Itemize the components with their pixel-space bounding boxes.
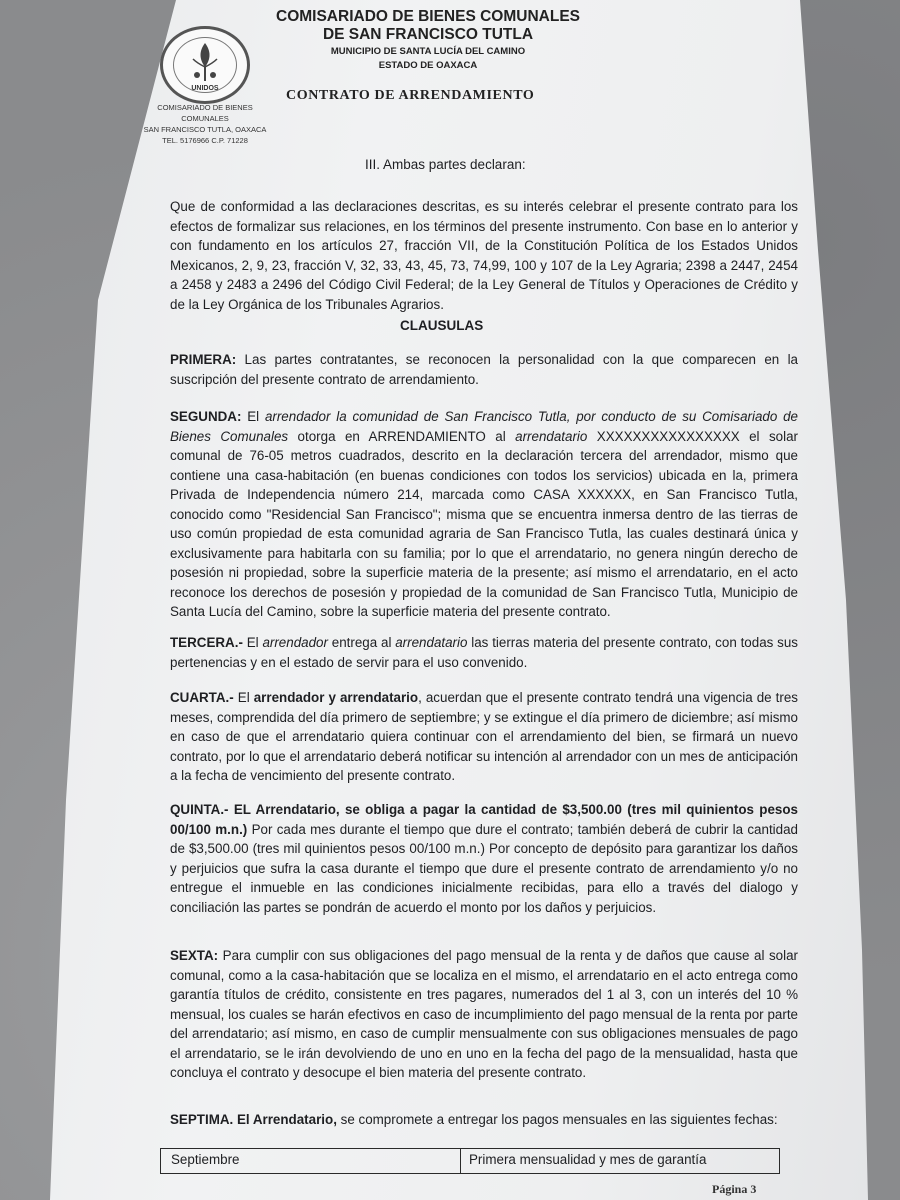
- page-number: Página 3: [712, 1182, 757, 1196]
- header-subtitle: DE SAN FRANCISCO TUTLA: [322, 26, 534, 43]
- clause-label: SEPTIMA. El Arrendatario,: [170, 1112, 337, 1127]
- clause-text: XXXXXXXXXXXXXXXX el solar comunal de 76-05 metros cuadrados, descrito en la declaración tercera del arrendador, mismo que contiene una casa-habitación (en buenas condiciones con todos los servicios) ubicada en la, primera Privada de Independencia número 214, marcada como CASA XXXXXX, en San Francisco Tutla, conocido como "Residencial San Francisco"; misma que se encuentra inmersa dentro de las tierras de uso común propiedad de esta comunidad agraria de San Francisco Tutla, las cuales destinará única y exclusivamente para habitarla con su familia; por lo que el arrendatario, no genera ningún derecho de posesión ni propiedad, sobre la superficie materia de la presente; así mismo el arrendatario, en el acto reconoce los derechos de posesión y propiedad de la comunidad de San Francisco Tutla, Municipio de Santa Lucía del Camino, sobre la superficie materia del presente contrato.: [170, 428, 798, 619]
- org-phone-line: TEL. 5176966 C.P. 71228: [162, 136, 248, 145]
- clause-text: El: [241, 409, 265, 424]
- clause-text: las tierras materia del presente contrato, con todas sus pertenencias y en el estado de servir para el uso convenido.: [170, 635, 798, 670]
- clause-text: entrega al: [327, 635, 396, 650]
- clause-label: CUARTA.-: [170, 690, 234, 705]
- clause-text: , acuerdan que el presente contrato tendrá una vigencia de tres meses, comprendida del día primero de septiembre; y se extingue el día primero de diciembre; así mismo en caso de que el arrendatario quiera continuar con el arrendamiento del bien, se firmará un nuevo contrato, por lo que el arrendatario deberá notificar su intención al arrendador con un mes de anticipación a la fecha de vencimiento del presente contrato.: [170, 690, 798, 783]
- clause-text-italic: arrendador la comunidad de San Francisco Tutla, por conducto de su Comisariado de Bienes Comunales: [170, 409, 798, 444]
- clause-label: TERCERA.-: [170, 635, 243, 650]
- header-state: ESTADO DE OAXACA: [378, 60, 478, 71]
- clause-text-italic: arrendador: [262, 635, 328, 650]
- declaration-heading: III. Ambas partes declaran:: [365, 157, 526, 172]
- seal-text: UNIDOS: [191, 85, 219, 92]
- clausulas-heading: CLAUSULAS: [400, 318, 484, 333]
- community-seal: [160, 26, 250, 104]
- org-address-line: SAN FRANCISCO TUTLA, OAXACA: [143, 125, 267, 134]
- clause-cuarta: [170, 688, 798, 786]
- table-cell-month: Septiembre: [161, 1149, 461, 1173]
- intro-paragraph: Que de conformidad a las declaraciones descritas, es su interés celebrar el presente contrato para los efectos de formalizar sus relaciones, en los términos del presente instrumento. Con base en lo anterior y con fundamento en los artículos 27, fracción VII, de la Constitución Política de los Estados Unidos Mexicanos, 2, 9, 23, fracción V, 32, 33, 43, 45, 73, 74,99, 100 y 107 de la Ley Agraria; 2398 a 2447, 2454 a 2458 y 2483 a 2496 del Código Civil Federal; de la Ley General de Títulos y Operaciones de Crédito y de la Ley Orgánica de los Tribunales Agrarios.: [170, 199, 798, 312]
- contract-title: CONTRATO DE ARRENDAMIENTO: [286, 88, 535, 103]
- clause-text: se compromete a entregar los pagos mensuales en las siguientes fechas:: [336, 1112, 778, 1127]
- clause-text: otorga en ARRENDAMIENTO al: [288, 428, 516, 444]
- table-cell-description: Primera mensualidad y mes de garantía: [469, 1152, 707, 1167]
- clause-text: Para cumplir con sus obligaciones del pago mensual de la renta y de daños que cause al solar comunal, como a la casa-habitación que se localiza en el mismo, el arrendatario en el acto entrega como garantía títulos de crédito, consistente en tres pagares, numerados del 1 al 3, con un interés del 10 % mensual, los cuales se harán efectivos en caso de incumplimiento del pago mensual de la renta por parte del arrendatario; así mismo, en caso de cumplir mensualmente con sus obligaciones mensuales de pago el arrendatario, se le irán devolviendo de uno en uno en la fecha del pago de la mensualidad, hasta que concluya el contrato y desocupe el bien materia del presente contrato.: [170, 948, 798, 1080]
- org-contact-block: [135, 102, 275, 146]
- clause-sexta: [170, 946, 798, 1083]
- clause-label: SEXTA:: [170, 948, 219, 963]
- clause-primera: [170, 350, 798, 389]
- clause-text-italic: arrendatario: [395, 635, 468, 650]
- clause-text-bold: arrendador y arrendatario: [253, 690, 419, 705]
- clause-label: QUINTA.-: [170, 802, 229, 817]
- clause-label: SEGUNDA:: [170, 409, 242, 424]
- clause-tercera: [170, 633, 798, 672]
- payment-schedule-table: [160, 1148, 780, 1174]
- clause-text-bold: EL Arrendatario, se obliga a pagar la cantidad de $3,500.00 (tres mil quinientos pesos 00/100 m.n.): [170, 802, 798, 837]
- header-title: COMISARIADO DE BIENES COMUNALES: [276, 8, 580, 25]
- clause-segunda: [170, 407, 798, 622]
- org-name-line: COMISARIADO DE BIENES: [157, 103, 253, 112]
- org-name-line: COMUNALES: [181, 114, 229, 123]
- clause-text: Las partes contratantes, se reconocen la personalidad con la que comparecen en la suscripción del presente contrato de arrendamiento.: [170, 352, 798, 387]
- clause-text: Por cada mes durante el tiempo que dure el contrato; también deberá de cubrir la cantidad de $3,500.00 (tres mil quinientos pesos 00/100 m.n.) Por concepto de depósito para garantizar los daños y perjuicios que sufra la casa durante el tiempo que dure el presente contrato de arrendamiento y/o no entregue el inmueble en las condiciones inicialmente recibidas, para ello a través del dialogo y conciliación las partes se pondrán de acuerdo el monto por los daños y perjuicios.: [170, 821, 798, 915]
- header-municipality: MUNICIPIO DE SANTA LUCÍA DEL CAMINO: [330, 46, 526, 57]
- clause-label: PRIMERA:: [170, 352, 237, 367]
- clause-text: El: [233, 690, 254, 705]
- clause-text: El: [242, 635, 263, 650]
- clause-quinta: [170, 800, 798, 917]
- clause-text-italic: arrendatario: [515, 428, 588, 444]
- clause-septima: [170, 1110, 798, 1130]
